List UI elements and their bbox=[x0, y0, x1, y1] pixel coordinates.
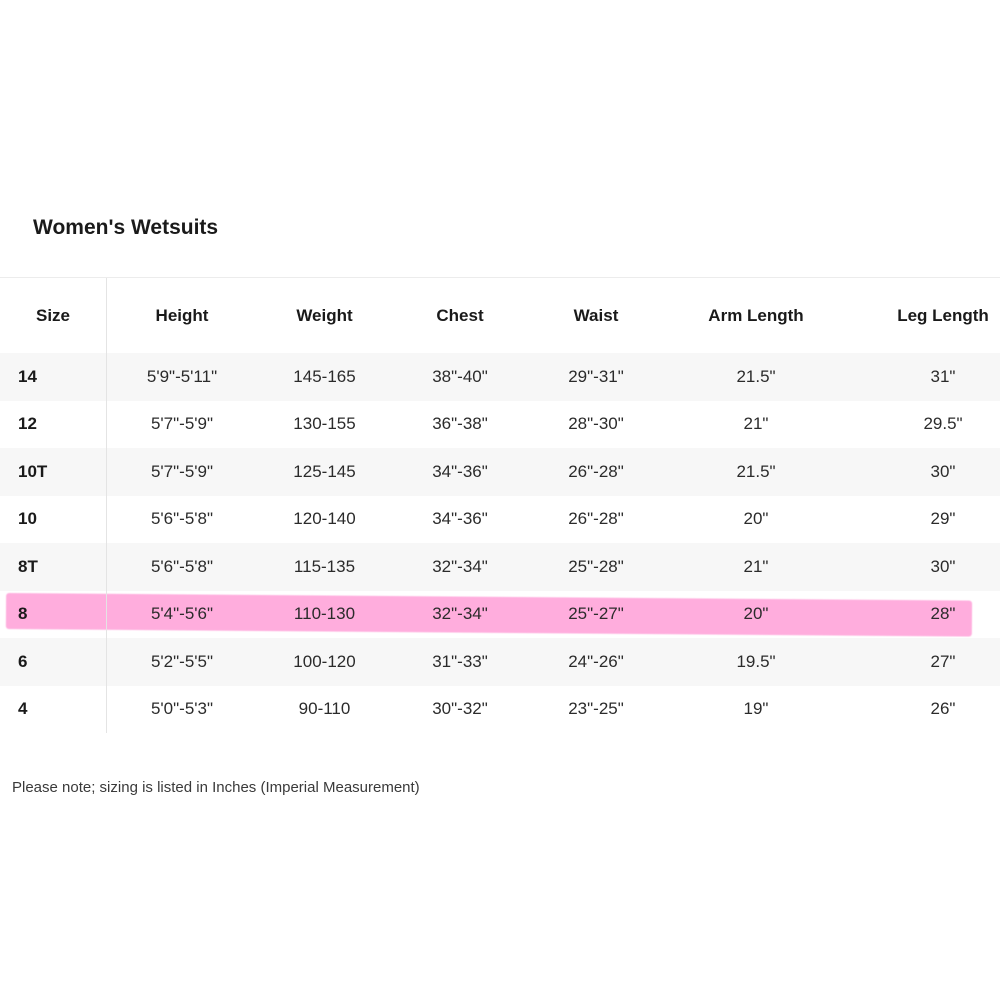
cell-arm-length: 20" bbox=[743, 509, 769, 529]
cell-weight: 90-110 bbox=[298, 699, 351, 719]
header-leg-length: Leg Length bbox=[897, 305, 989, 325]
cell-height: 5'9"-5'11" bbox=[146, 366, 218, 386]
cell-weight: 110-130 bbox=[293, 604, 356, 624]
cell-waist: 24"-26" bbox=[568, 651, 624, 671]
cell-leg-length: 26" bbox=[930, 699, 956, 719]
cell-waist: 28"-30" bbox=[568, 414, 624, 434]
cell-arm-length: 21.5" bbox=[736, 461, 776, 481]
cell-size: 4 bbox=[18, 699, 28, 719]
header-height: Height bbox=[155, 305, 209, 325]
cell-size: 12 bbox=[18, 414, 37, 434]
cell-leg-length: 30" bbox=[930, 556, 956, 576]
cell-leg-length: 30" bbox=[930, 461, 956, 481]
header-arm-length: Arm Length bbox=[708, 305, 804, 325]
cell-leg-length: 29.5" bbox=[923, 414, 963, 434]
cell-arm-length: 20" bbox=[743, 604, 769, 624]
header-size: Size bbox=[35, 305, 71, 325]
cell-weight: 115-135 bbox=[293, 556, 356, 576]
cell-size: 10T bbox=[18, 461, 48, 481]
cell-arm-length: 21" bbox=[743, 414, 769, 434]
cell-arm-length: 19.5" bbox=[736, 651, 776, 671]
cell-weight: 100-120 bbox=[293, 651, 356, 671]
column-divider bbox=[106, 278, 107, 733]
cell-chest: 31"-33" bbox=[432, 651, 488, 671]
table-row bbox=[0, 543, 1000, 591]
cell-size: 6 bbox=[18, 651, 28, 671]
table-header-row bbox=[0, 278, 1000, 353]
cell-chest: 34"-36" bbox=[432, 509, 488, 529]
cell-size: 14 bbox=[18, 366, 37, 386]
cell-arm-length: 21.5" bbox=[736, 366, 776, 386]
cell-size: 10 bbox=[18, 509, 37, 529]
cell-chest: 30"-32" bbox=[432, 699, 488, 719]
header-weight: Weight bbox=[296, 305, 353, 325]
table-row bbox=[0, 686, 1000, 734]
cell-arm-length: 19" bbox=[743, 699, 769, 719]
cell-height: 5'7"-5'9" bbox=[150, 461, 214, 481]
table-row bbox=[0, 448, 1000, 496]
cell-weight: 145-165 bbox=[293, 366, 356, 386]
cell-chest: 32"-34" bbox=[432, 604, 488, 624]
header-chest: Chest bbox=[436, 305, 484, 325]
header-waist: Waist bbox=[573, 305, 619, 325]
cell-height: 5'6"-5'8" bbox=[150, 556, 214, 576]
cell-leg-length: 28" bbox=[930, 604, 956, 624]
cell-weight: 120-140 bbox=[293, 509, 356, 529]
cell-chest: 38"-40" bbox=[432, 366, 488, 386]
cell-height: 5'7"-5'9" bbox=[150, 414, 214, 434]
cell-waist: 25"-27" bbox=[568, 604, 624, 624]
cell-weight: 130-155 bbox=[293, 414, 356, 434]
cell-chest: 36"-38" bbox=[432, 414, 488, 434]
cell-size: 8 bbox=[18, 604, 28, 624]
cell-height: 5'2"-5'5" bbox=[150, 651, 214, 671]
cell-height: 5'0"-5'3" bbox=[150, 699, 214, 719]
cell-height: 5'6"-5'8" bbox=[150, 509, 214, 529]
page-title: Women's Wetsuits bbox=[33, 216, 219, 239]
cell-leg-length: 29" bbox=[930, 509, 956, 529]
cell-chest: 32"-34" bbox=[432, 556, 488, 576]
table-row bbox=[0, 496, 1000, 544]
cell-chest: 34"-36" bbox=[432, 461, 488, 481]
size-chart-table bbox=[0, 277, 1000, 733]
cell-arm-length: 21" bbox=[743, 556, 769, 576]
table-row bbox=[0, 353, 1000, 401]
cell-waist: 23"-25" bbox=[568, 699, 624, 719]
cell-weight: 125-145 bbox=[293, 461, 356, 481]
cell-leg-length: 27" bbox=[930, 651, 956, 671]
cell-waist: 26"-28" bbox=[568, 509, 624, 529]
table-row bbox=[0, 591, 1000, 639]
cell-waist: 26"-28" bbox=[568, 461, 624, 481]
cell-leg-length: 31" bbox=[930, 366, 956, 386]
cell-size: 8T bbox=[18, 556, 38, 576]
table-row bbox=[0, 638, 1000, 686]
cell-waist: 25"-28" bbox=[568, 556, 624, 576]
cell-waist: 29"-31" bbox=[568, 366, 624, 386]
cell-height: 5'4"-5'6" bbox=[150, 604, 214, 624]
sizing-note: Please note; sizing is listed in Inches (Imperial Measurement) bbox=[12, 779, 420, 796]
table-row bbox=[0, 401, 1000, 449]
